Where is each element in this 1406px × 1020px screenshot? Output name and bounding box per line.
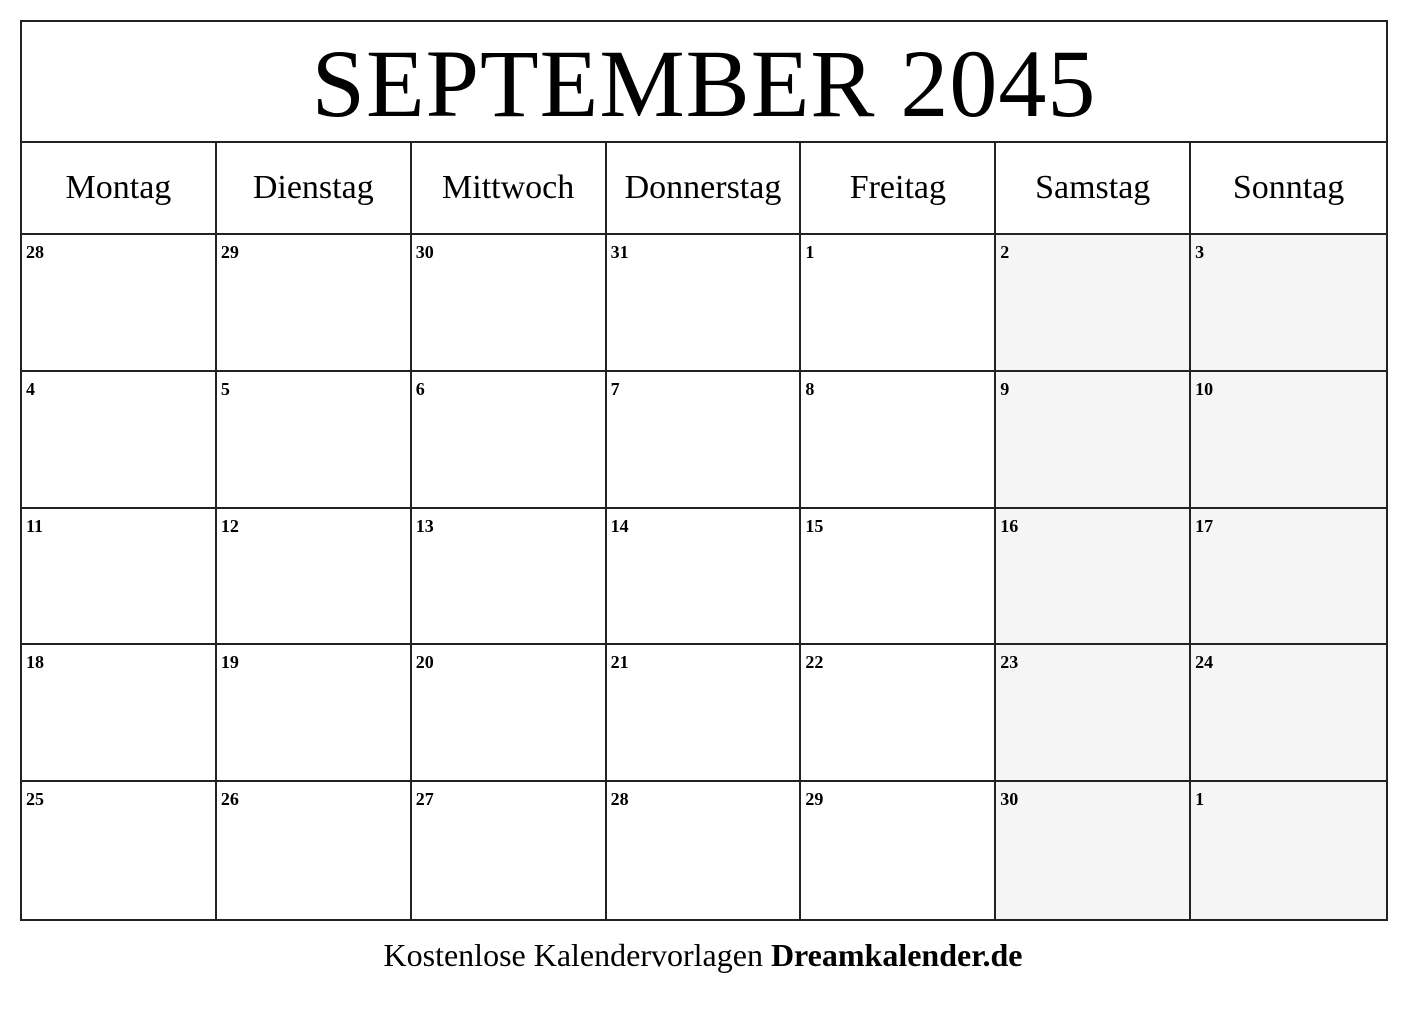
weekday-monday: Montag [22, 143, 217, 233]
day-cell: 22 [801, 645, 996, 780]
day-cell: 14 [607, 509, 802, 644]
weekday-sunday: Sonntag [1232, 169, 1345, 206]
calendar-title: SEPTEMBER 2045 [22, 22, 1386, 143]
day-cell: 29 [217, 235, 412, 370]
day-cell: 13 [412, 509, 607, 644]
weekday-wednesday: Mittwoch [412, 143, 607, 233]
day-cell: 29 [801, 782, 996, 919]
weekend-day-cell: 9 [996, 372, 1191, 507]
calendar-weeks [22, 235, 1386, 919]
weekend-day-cell: 24 [1191, 645, 1386, 780]
week-row [22, 509, 1386, 646]
day-cell: 30 [412, 235, 607, 370]
day-cell: 5 [217, 372, 412, 507]
day-cell: 4 [22, 372, 217, 507]
weekday-thursday: Donnerstag [607, 143, 802, 233]
weekday-friday: Freitag [801, 143, 996, 233]
weekday-tuesday: Dienstag [217, 143, 412, 233]
day-cell: 20 [412, 645, 607, 780]
day-cell: 8 [801, 372, 996, 507]
day-cell: 1 [801, 235, 996, 370]
footer-brand-link[interactable]: Dreamkalender.de [770, 937, 1023, 973]
day-cell: 18 [22, 645, 217, 780]
day-cell: 21 [607, 645, 802, 780]
day-cell: 15 [801, 509, 996, 644]
footer-text: Kostenlose Kalendervorlagen [383, 937, 763, 973]
weekday-header-row [22, 143, 1386, 235]
week-row [22, 372, 1386, 509]
weekend-day-cell: 1 [1191, 782, 1386, 919]
weekend-day-cell: 10 [1191, 372, 1386, 507]
weekday-saturday: Samstag [996, 143, 1191, 233]
weekend-day-cell: 30 [996, 782, 1191, 919]
day-cell: 26 [217, 782, 412, 919]
week-row [22, 235, 1386, 372]
weekend-day-cell: 23 [996, 645, 1191, 780]
calendar [20, 20, 1388, 921]
weekend-day-cell: 17 [1191, 509, 1386, 644]
day-cell: 27 [412, 782, 607, 919]
day-cell: 28 [607, 782, 802, 919]
footer [0, 937, 1406, 974]
week-row [22, 645, 1386, 782]
day-cell: 28 [22, 235, 217, 370]
weekend-day-cell: 16 [996, 509, 1191, 644]
day-cell: 31 [607, 235, 802, 370]
week-row [22, 782, 1386, 919]
day-cell: 12 [217, 509, 412, 644]
weekend-day-cell: 2 [996, 235, 1191, 370]
day-cell: 19 [217, 645, 412, 780]
day-cell: 25 [22, 782, 217, 919]
day-cell: 6 [412, 372, 607, 507]
weekend-day-cell: 3 [1191, 235, 1386, 370]
day-cell: 7 [607, 372, 802, 507]
day-cell: 11 [22, 509, 217, 644]
